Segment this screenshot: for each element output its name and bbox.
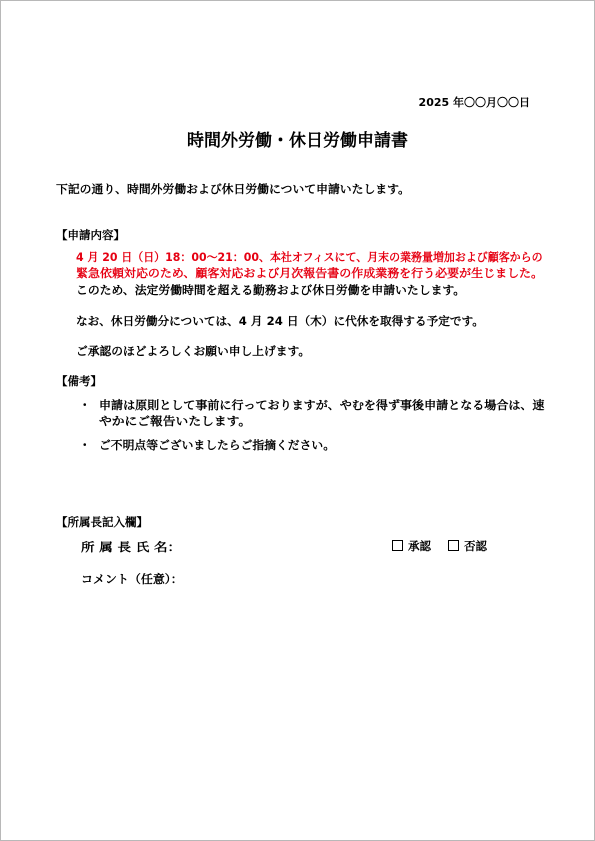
request-detail-line-1: 4 月 20 日（日）18：00～21：00、本社オフィスにて、月末の業務量増加および顧客からの — [76, 250, 543, 264]
comment-label: コメント（任意）： — [81, 572, 183, 586]
notes-item-2: ご不明点等ございましたらご指摘ください。 — [99, 438, 335, 452]
reject-checkbox[interactable] — [448, 540, 459, 551]
notes-item-1-line-2: やかにご報告いたします。 — [99, 414, 252, 428]
supervisor-name-label: 所 属 長 氏 名： — [81, 540, 182, 554]
substitute-holiday-text: なお、休日労働分については、4 月 24 日（木）に代休を取得する予定です。 — [76, 314, 484, 328]
supervisor-heading: 【所属長記入欄】 — [56, 515, 148, 529]
notes-item-1-line-1: 申請は原則として事前に行っておりますが、やむを得ず事後申請となる場合は、速 — [99, 398, 545, 412]
approve-label: 承認 — [408, 539, 431, 553]
document-title: 時間外労働・休日労働申請書 — [187, 131, 408, 151]
request-heading: 【申請内容】 — [56, 228, 125, 242]
document-date: 2025 年〇〇月〇〇日 — [418, 96, 530, 109]
request-detail-line-2: 緊急依頼対応のため、顧客対応および月次報告書の作成業務を行う必要が生じました。 — [76, 266, 544, 280]
notes-bullet-2: ・ — [79, 438, 91, 452]
approve-checkbox[interactable] — [392, 540, 403, 551]
closing-text: ご承認のほどよろしくお願い申し上げます。 — [76, 344, 311, 358]
request-detail-line-3: このため、法定労働時間を超える勤務および休日労働を申請いたします。 — [76, 283, 466, 297]
reject-label: 否認 — [464, 539, 487, 553]
notes-heading: 【備考】 — [56, 374, 102, 388]
intro-text: 下記の通り、時間外労働および休日労働について申請いたします。 — [56, 182, 410, 196]
notes-bullet-1: ・ — [79, 398, 91, 412]
